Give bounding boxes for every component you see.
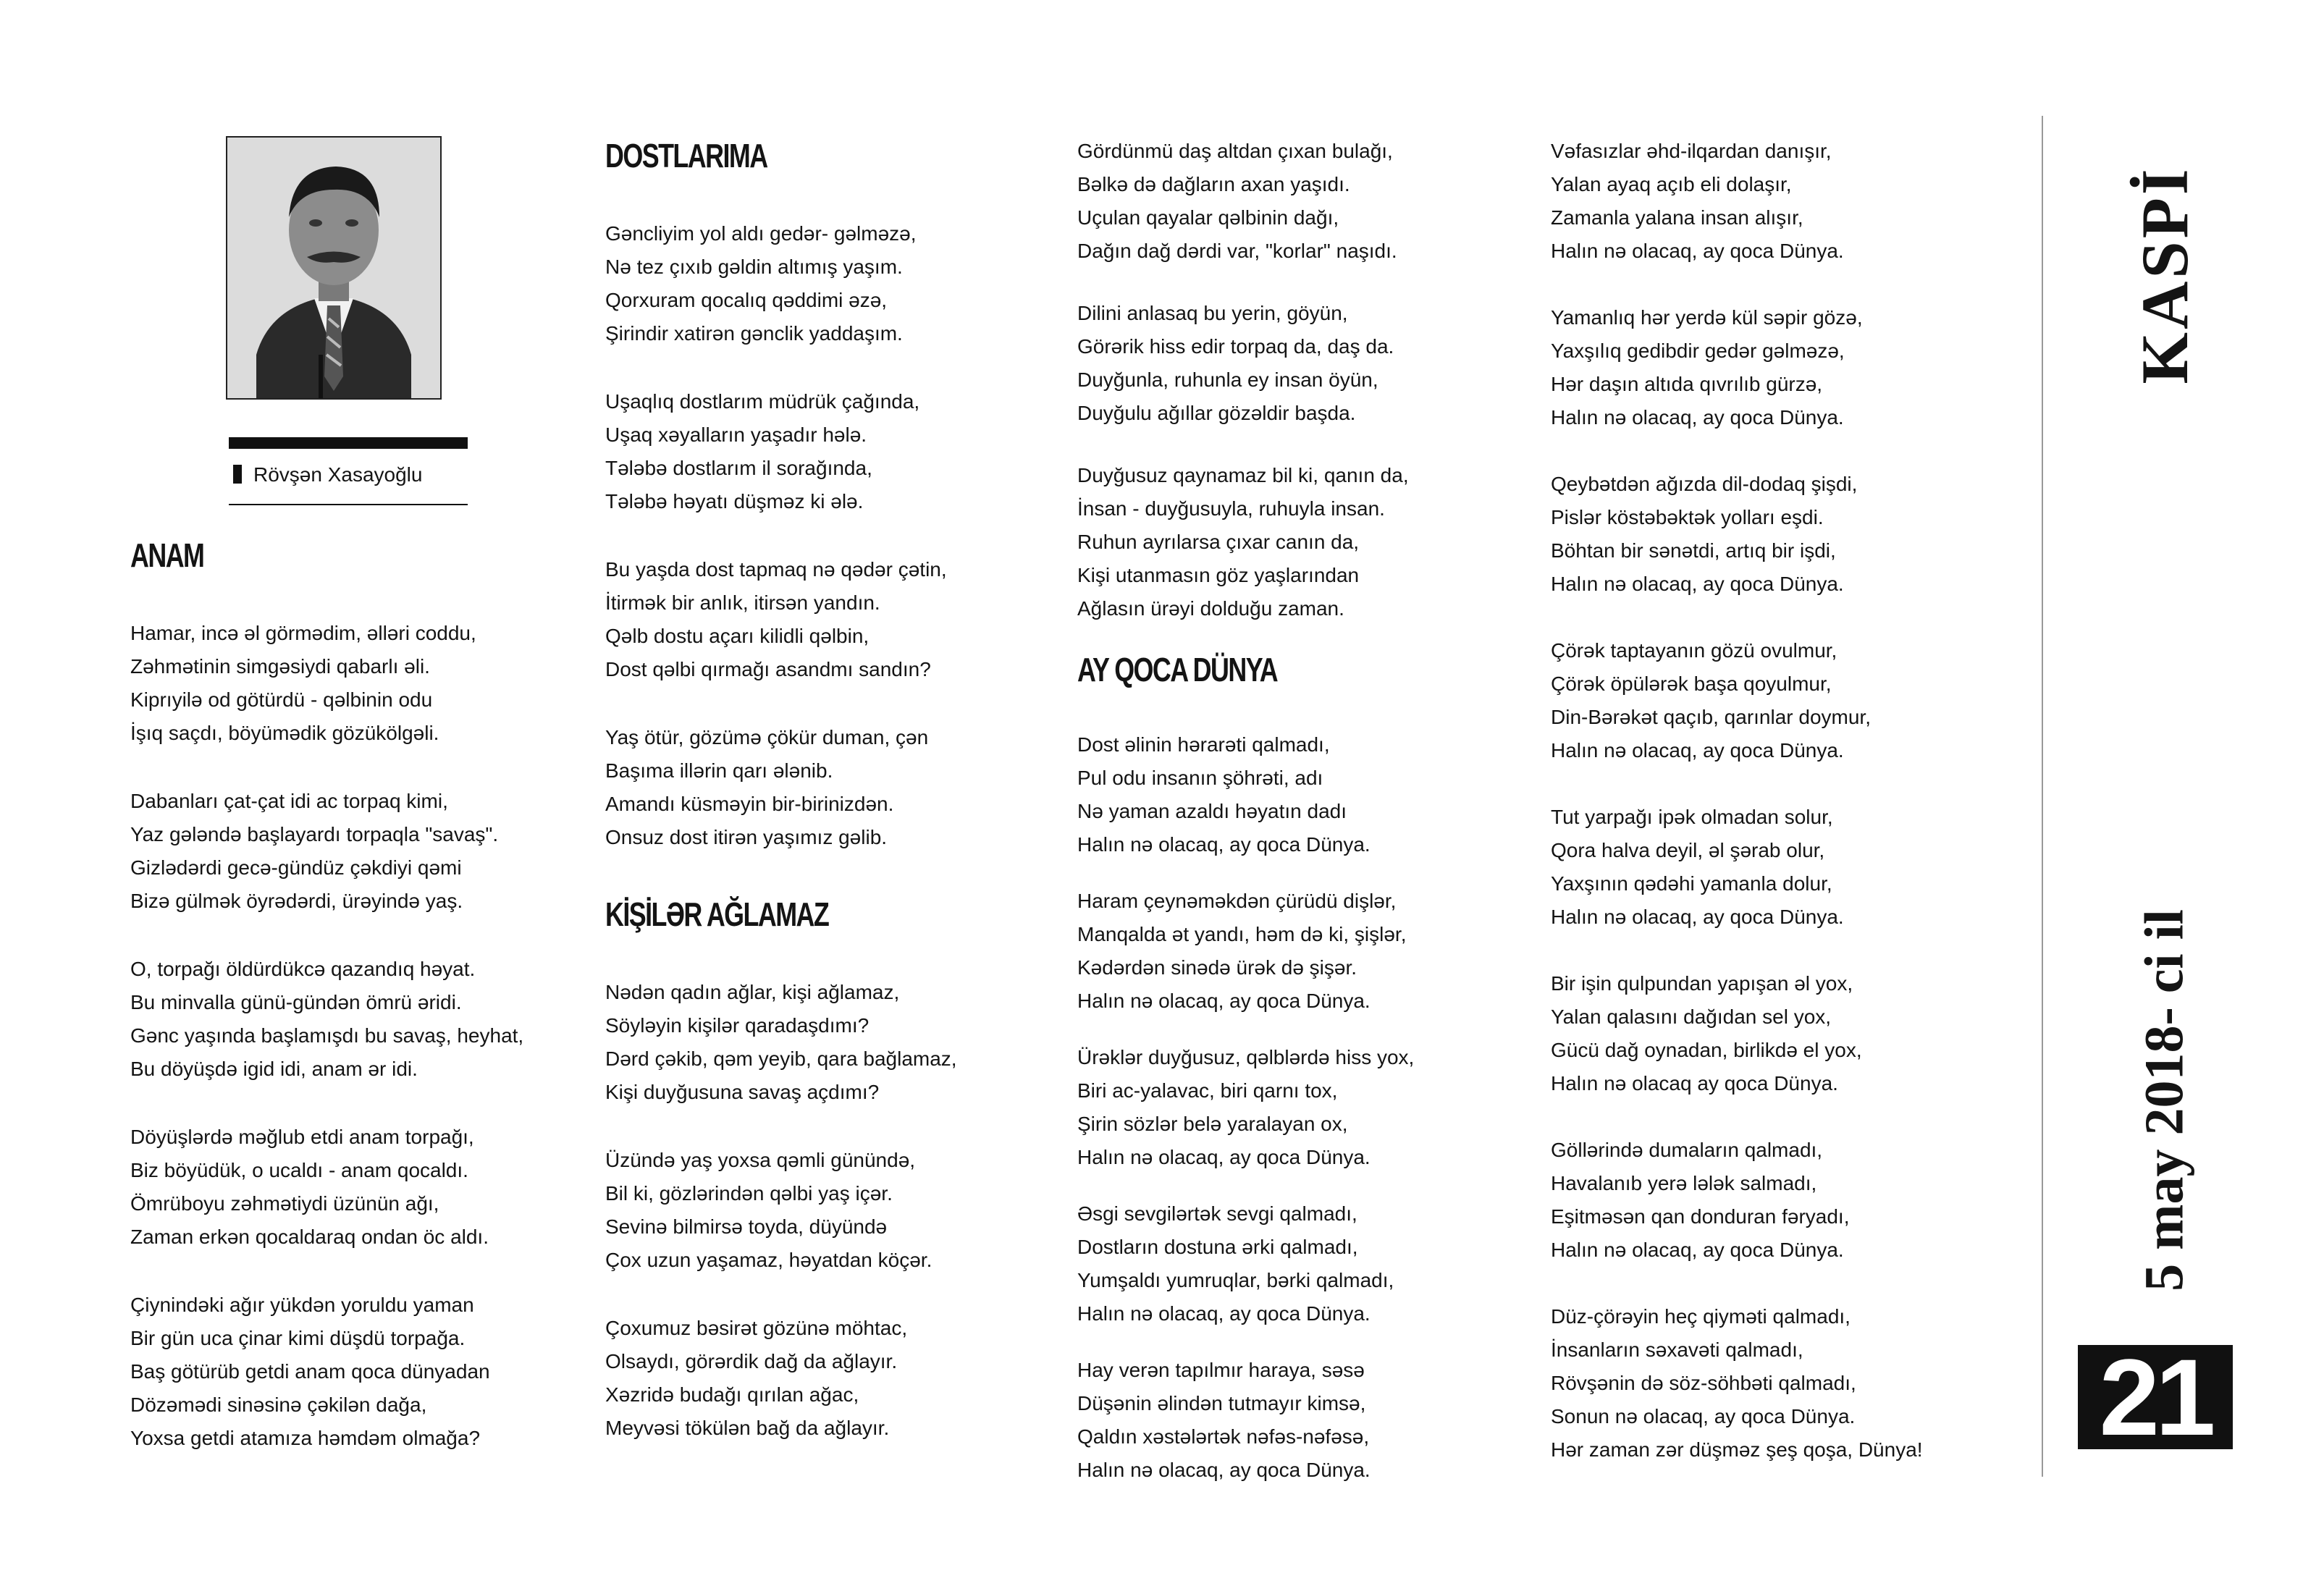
poem-line: Dağın dağ dərdi var, "korlar" naşıdı.	[1077, 240, 1397, 262]
stanza	[1077, 1197, 1394, 1331]
poem-line: Çox uzun yaşamaz, həyatdan köçər.	[605, 1249, 932, 1271]
poem-line: Biri ac-yalavac, biri qarnı tox,	[1077, 1079, 1338, 1102]
poem-line: Ürəklər duyğusuz, qəlblərdə hiss yox,	[1077, 1046, 1415, 1068]
stanza	[605, 1144, 932, 1277]
author-photo	[226, 136, 442, 400]
poem-line: Dilini anlasaq bu yerin, göyün,	[1077, 302, 1348, 324]
poem-line: Görərik hiss edir torpaq da, daş da.	[1077, 335, 1394, 358]
poem-line: Halın nə olacaq, ay qoca Dünya.	[1077, 1459, 1371, 1481]
stanza	[605, 976, 957, 1109]
poem-line: Halın nə olacaq, ay qoca Dünya.	[1077, 990, 1371, 1012]
poem-line: Halın nə olacaq, ay qoca Dünya.	[1077, 833, 1371, 856]
poem-line: Duyğulu ağıllar gözəldir başda.	[1077, 402, 1356, 424]
poem-line: Pul odu insanın şöhrəti, adı	[1077, 767, 1323, 789]
poem-line: Qəlb dostu açarı kilidli qəlbin,	[605, 625, 870, 647]
stanza	[1551, 301, 1863, 434]
poem-title-ay-qoca-dunya: AY QOCA DÜNYA	[1077, 651, 1278, 688]
poem-line: Dost qəlbi qırmağı asandmı sandın?	[605, 658, 931, 680]
poem-line: Halın nə olacaq, ay qoca Dünya.	[1077, 1302, 1371, 1325]
poem-line: Gördünmü daş altdan çıxan bulağı,	[1077, 140, 1393, 162]
poem-line: Halın nə olacaq, ay qoca Dünya.	[1551, 1239, 1844, 1261]
poem-line: Tut yarpağı ipək olmadan solur,	[1551, 806, 1833, 828]
stanza	[130, 617, 476, 750]
poem-line: Onsuz dost itirən yaşımız gəlib.	[605, 826, 888, 848]
poem-line: Gənc yaşında başlamışdı bu savaş, heyhat,	[130, 1024, 524, 1047]
stanza	[1077, 459, 1409, 625]
poem-line: Qora halva deyil, əl şərab olur,	[1551, 839, 1825, 861]
stanza	[605, 385, 919, 518]
poem-line: Düz-çörəyin heç qiyməti qalmadı,	[1551, 1305, 1851, 1328]
poem-line: Qorxuram qocalıq qəddimi əzə,	[605, 289, 888, 311]
poem-line: Dözəmədi sinəsinə çəkilən dağa,	[130, 1393, 427, 1416]
poem-line: Nədən qadın ağlar, kişi ağlamaz,	[605, 981, 900, 1003]
poem-line: Çiynindəki ağır yükdən yoruldu yaman	[130, 1294, 474, 1316]
poem-line: Yalan qalasını dağıdan sel yox,	[1551, 1005, 1832, 1028]
poem-line: Sonun nə olacaq, ay qoca Dünya.	[1551, 1405, 1856, 1428]
author-caption	[233, 463, 422, 486]
poem-line: Halın nə olacaq, ay qoca Dünya.	[1551, 739, 1844, 762]
poem-line: Kədərdən sinədə ürək də şişər.	[1077, 956, 1357, 979]
poem-line: Yumşaldı yumruqlar, bərki qalmadı,	[1077, 1269, 1394, 1291]
poem-line: Hər daşın altıda qıvrılıb gürzə,	[1551, 373, 1823, 395]
stanza	[1077, 1041, 1414, 1174]
poem-line: Meyvəsi tökülən bağ da ağlayır.	[605, 1417, 890, 1439]
poem-line: Bir gün uca çinar kimi düşdü torpağa.	[130, 1327, 466, 1349]
poem-line: Halın nə olacaq ay qoca Dünya.	[1551, 1072, 1838, 1095]
stanza	[1551, 1300, 1923, 1467]
poem-line: Olsaydı, görərdik dağ da ağlayır.	[605, 1350, 898, 1372]
poem-line: Uçulan qayalar qəlbinin dağı,	[1077, 206, 1339, 229]
poem-line: Bil ki, gözlərindən qəlbi yaş içər.	[605, 1182, 893, 1205]
column-divider	[2042, 116, 2043, 1477]
poem-line: Gəncliyim yol aldı gedər- gəlməzə,	[605, 222, 917, 245]
poem-line: Dost əlinin hərarəti qalmadı,	[1077, 733, 1330, 756]
poem-line: Hər zaman zər düşməz şeş qoşa, Dünya!	[1551, 1438, 1923, 1461]
page-number: 21	[2078, 1345, 2233, 1449]
poem-line: Qeybətdən ağızda dil-dodaq şişdi,	[1551, 473, 1858, 495]
poem-line: Baş götürüb getdi anam qoca dünyadan	[130, 1360, 490, 1383]
poem-line: Din-Bərəkət qaçıb, qarınlar doymur,	[1551, 706, 1871, 728]
poem-line: Havalanıb yerə lələk salmadı,	[1551, 1172, 1817, 1194]
poem-line: Bu minvalla günü-gündən ömrü əridi.	[130, 991, 462, 1013]
stanza	[130, 1289, 490, 1455]
poem-line: Tələbə həyatı düşməz ki ələ.	[605, 490, 864, 513]
stanza	[1077, 885, 1406, 1018]
stanza	[130, 1121, 489, 1254]
poem-line: İşıq saçdı, böyümədik gözükölgəli.	[130, 722, 439, 744]
stanza	[130, 785, 498, 918]
poem-line: Halın nə olacaq, ay qoca Dünya.	[1551, 573, 1844, 595]
poem-line: Gücü dağ oynadan, birlikdə el yox,	[1551, 1039, 1862, 1061]
poem-line: Halın nə olacaq, ay qoca Dünya.	[1551, 906, 1844, 928]
poem-line: Bir işin qulpundan yapışan əl yox,	[1551, 972, 1853, 995]
poem-line: Yaxşılıq gedibdir gedər gəlməzə,	[1551, 340, 1845, 362]
poem-line: Yamanlıq hər yerdə kül səpir gözə,	[1551, 306, 1863, 329]
poem-line: Amandı küsməyin bir-birinizdən.	[605, 793, 894, 815]
poem-line: Eşitməsən qan donduran fəryadı,	[1551, 1205, 1850, 1228]
poem-line: Pislər köstəbəktək yolları eşdi.	[1551, 506, 1824, 528]
poem-line: Sevinə bilmirsə toyda, düyündə	[605, 1215, 888, 1238]
stanza	[1077, 135, 1397, 268]
poem-line: Dərd çəkib, qəm yeyib, qara bağlamaz,	[605, 1047, 957, 1070]
stanza	[605, 721, 928, 854]
poem-line: Haram çeynəməkdən çürüdü dişlər,	[1077, 890, 1397, 912]
caption-bullet	[233, 465, 242, 484]
author-name: Rövşən Xasayoğlu	[253, 463, 423, 486]
poem-line: Yaz gələndə başlayardı torpaqla "savaş".	[130, 823, 499, 846]
poem-line: Zamanla yalana insan alışır,	[1551, 206, 1803, 229]
poem-line: İnsan - duyğusuyla, ruhuyla insan.	[1077, 497, 1385, 520]
poem-line: Çoxumuz bəsirət gözünə möhtac,	[605, 1317, 908, 1339]
poem-title-dostlarima: DOSTLARIMA	[605, 137, 767, 174]
poem-line: Ağlasın ürəyi dolduğu zaman.	[1077, 597, 1344, 620]
poem-line: Nə tez çıxıb gəldin altımış yaşım.	[605, 256, 903, 278]
stanza	[1551, 634, 1871, 767]
poem-line: Duyğunla, ruhunla ey insan öyün,	[1077, 368, 1378, 391]
poem-line: Ruhun ayrılarsa çıxar canın da,	[1077, 531, 1360, 553]
poem-line: Biz böyüdük, o ucaldı - anam qocaldı.	[130, 1159, 468, 1181]
poem-line: Şirin sözlər belə yaralayan ox,	[1077, 1113, 1348, 1135]
photo-rule-thick	[229, 437, 468, 449]
stanza	[605, 553, 947, 686]
poem-line: Kişi duyğusuna savaş açdımı?	[605, 1081, 880, 1103]
author-portrait-image	[227, 138, 440, 398]
newspaper-masthead: KASPİ	[2128, 166, 2202, 384]
poem-line: Qaldın xəstələrtək nəfəs-nəfəsə,	[1077, 1425, 1370, 1448]
poem-title-anam: ANAM	[130, 536, 204, 574]
poem-line: Şirindir xatirən gənclik yaddaşım.	[605, 322, 903, 345]
stanza	[1551, 801, 1844, 934]
poem-line: Vəfasızlar əhd-ilqardan danışır,	[1551, 140, 1832, 162]
poem-line: Göllərində dumaların qalmadı,	[1551, 1139, 1823, 1161]
poem-line: Üzündə yaş yoxsa qəmli günündə,	[605, 1149, 916, 1171]
poem-line: Duyğusuz qaynamaz bil ki, qanın da,	[1077, 464, 1409, 486]
poem-line: Bu yaşda dost tapmaq nə qədər çətin,	[605, 558, 947, 581]
poem-line: Dabanları çat-çat idi ac torpaq kimi,	[130, 790, 448, 812]
poem-line: Halın nə olacaq, ay qoca Dünya.	[1077, 1146, 1371, 1168]
poem-line: Yaş ötür, gözümə çökür duman, çən	[605, 726, 929, 748]
poem-line: Bizə gülmək öyrədərdi, ürəyində yaş.	[130, 890, 463, 912]
poem-line: Uşaqlıq dostlarım müdrük çağında,	[605, 390, 920, 413]
stanza	[1551, 1134, 1849, 1267]
poem-line: Yoxsa getdi atamıza həmdəm olmağa?	[130, 1427, 481, 1449]
stanza	[1077, 297, 1394, 430]
poem-line: Rövşənin də söz-söhbəti qalmadı,	[1551, 1372, 1856, 1394]
poem-line: Dostların dostuna ərki qalmadı,	[1077, 1236, 1358, 1258]
stanza	[1077, 728, 1371, 861]
poem-line: Başıma illərin qarı ələnib.	[605, 759, 833, 782]
poem-line: Yalan ayaq açıb eli dolaşır,	[1551, 173, 1792, 195]
poem-line: Halın nə olacaq, ay qoca Dünya.	[1551, 240, 1844, 262]
stanza	[605, 217, 917, 350]
poem-line: Gizlədərdi gecə-gündüz çəkdiyi qəmi	[130, 856, 462, 879]
poem-line: İnsanların səxavəti qalmadı,	[1551, 1338, 1803, 1361]
poem-line: Çörək taptayanın gözü ovulmur,	[1551, 639, 1837, 662]
poem-line: Tələbə dostlarım il sorağında,	[605, 457, 872, 479]
stanza	[1551, 468, 1857, 601]
poem-line: Xəzridə budağı qırılan ağac,	[605, 1383, 859, 1406]
poem-line: Çörək öpülərək başa qoyulmur,	[1551, 672, 1832, 695]
stanza	[130, 953, 523, 1086]
poem-line: Kiprıyilə od götürdü - qəlbinin odu	[130, 688, 433, 711]
poem-line: Bu döyüşdə igid idi, anam ər idi.	[130, 1058, 418, 1080]
poem-line: Əsgi sevgilərtək sevgi qalmadı,	[1077, 1202, 1357, 1225]
poem-line: İtirmək bir anlık, itirsən yandın.	[605, 591, 880, 614]
poem-line: Ömrüboyu zəhmətiydi üzünün ağı,	[130, 1192, 439, 1215]
stanza	[1077, 1354, 1371, 1487]
stanza	[605, 1312, 907, 1445]
stanza	[1551, 967, 1862, 1100]
poem-line: Halın nə olacaq, ay qoca Dünya.	[1551, 406, 1844, 429]
poem-line: Uşaq xəyalların yaşadır hələ.	[605, 423, 867, 446]
poem-line: Hamar, incə əl görmədim, əlləri coddu,	[130, 622, 476, 644]
poem-title-kisiler-aglamaz: KİŞİLƏR AĞLAMAZ	[605, 895, 829, 933]
poem-line: Döyüşlərdə məğlub etdi anam torpağı,	[130, 1126, 474, 1148]
poem-line: Böhtan bir sənətdi, artıq bir işdi,	[1551, 539, 1836, 562]
stanza	[1551, 135, 1844, 268]
issue-date: 5 may 2018- ci il	[2134, 909, 2195, 1291]
poem-line: Yaxşının qədəhi yamanla dolur,	[1551, 872, 1832, 895]
caption-rule	[229, 504, 468, 505]
poem-line: O, torpağı öldürdükcə qazandıq həyat.	[130, 958, 476, 980]
poem-line: Manqalda ət yandı, həm də ki, şişlər,	[1077, 923, 1407, 945]
poem-line: Kişi utanmasın göz yaşlarından	[1077, 564, 1360, 586]
poem-line: Zaman erkən qocaldaraq ondan öc aldı.	[130, 1226, 489, 1248]
poem-line: Düşənin əlindən tutmayır kimsə,	[1077, 1392, 1366, 1414]
poem-line: Zəhmətinin simgəsiydi qabarlı əli.	[130, 655, 430, 678]
poem-line: Bəlkə də dağların axan yaşıdı.	[1077, 173, 1350, 195]
poem-line: Hay verən tapılmır haraya, səsə	[1077, 1359, 1365, 1381]
poem-line: Söyləyin kişilər qaradaşdımı?	[605, 1014, 870, 1037]
poem-line: Nə yaman azaldı həyatın dadı	[1077, 800, 1347, 822]
